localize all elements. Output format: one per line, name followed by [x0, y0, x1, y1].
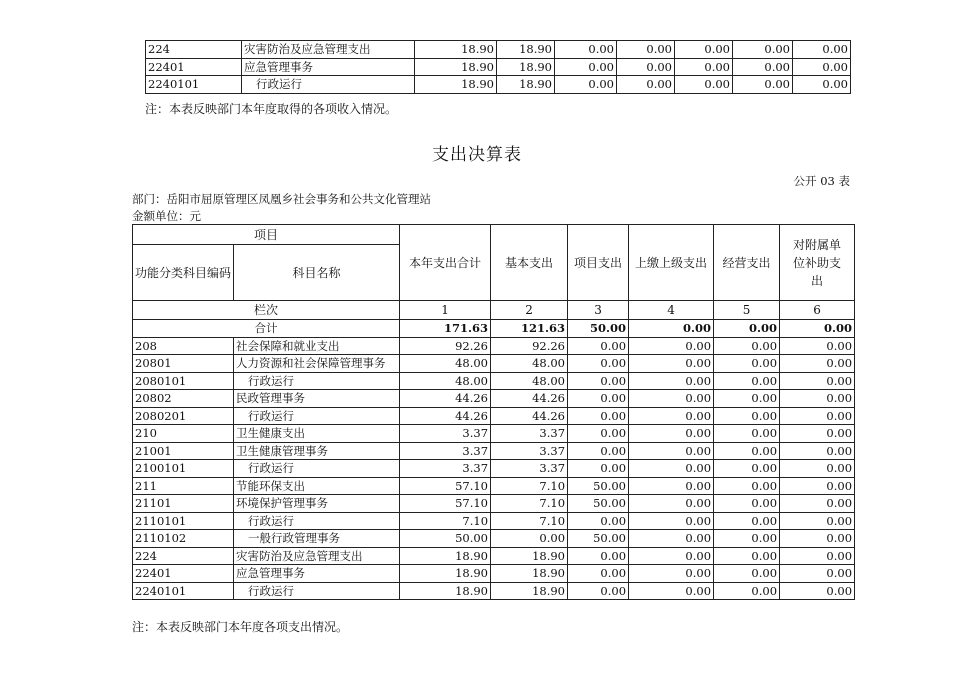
table-row [133, 460, 855, 478]
row-name: 民政管理事务 [234, 390, 400, 408]
row-value: 0.00 [780, 390, 855, 408]
row-value: 0.00 [793, 41, 851, 59]
row-value: 48.00 [491, 355, 568, 373]
row-code: 2110101 [133, 512, 234, 530]
row-value: 44.26 [400, 390, 491, 408]
unit-label: 金额单位：元 [132, 209, 201, 223]
row-value: 44.26 [491, 407, 568, 425]
header-col-3: 项目支出 [568, 225, 629, 301]
row-value: 0.00 [617, 41, 675, 59]
row-value: 0.00 [629, 390, 714, 408]
row-value: 0.00 [714, 407, 780, 425]
table-row [133, 530, 855, 548]
row-value: 0.00 [568, 425, 629, 443]
row-value: 18.90 [491, 582, 568, 600]
row-value: 18.90 [497, 58, 555, 76]
total-value: 121.63 [491, 320, 568, 338]
row-code: 2100101 [133, 460, 234, 478]
department-label: 部门：岳阳市屈原管理区凤凰乡社会事务和公共文化管理站 [132, 192, 431, 206]
expenditure-table [132, 224, 855, 600]
row-name: 卫生健康管理事务 [234, 442, 400, 460]
row-value: 0.00 [714, 547, 780, 565]
row-name: 节能环保支出 [234, 477, 400, 495]
row-value: 0.00 [780, 495, 855, 513]
row-value: 18.90 [415, 76, 497, 94]
total-value: 171.63 [400, 320, 491, 338]
header-col-1: 本年支出合计 [400, 225, 491, 301]
total-row [133, 320, 855, 338]
row-value: 0.00 [491, 530, 568, 548]
row-value: 0.00 [629, 442, 714, 460]
row-code: 224 [133, 547, 234, 565]
row-value: 0.00 [568, 355, 629, 373]
row-value: 0.00 [714, 355, 780, 373]
header-name: 科目名称 [234, 245, 400, 301]
row-value: 0.00 [568, 442, 629, 460]
row-value: 48.00 [400, 372, 491, 390]
row-code: 22401 [133, 565, 234, 583]
table-row [133, 337, 855, 355]
row-value: 0.00 [675, 76, 733, 94]
row-name: 社会保障和就业支出 [234, 337, 400, 355]
row-value: 18.90 [400, 565, 491, 583]
row-value: 0.00 [629, 425, 714, 443]
row-value: 0.00 [629, 337, 714, 355]
row-code: 2110102 [133, 530, 234, 548]
row-value: 0.00 [629, 355, 714, 373]
row-code: 22401 [146, 58, 242, 76]
table-row [133, 425, 855, 443]
row-value: 0.00 [568, 547, 629, 565]
row-value: 7.10 [491, 477, 568, 495]
row-value: 44.26 [491, 390, 568, 408]
col-number: 2 [491, 301, 568, 320]
table-row [133, 512, 855, 530]
row-code: 2080201 [133, 407, 234, 425]
row-value: 0.00 [780, 460, 855, 478]
row-name: 应急管理事务 [234, 565, 400, 583]
bottom-note: 注：本表反映部门本年度各项支出情况。 [132, 620, 349, 634]
row-value: 0.00 [568, 390, 629, 408]
col-number: 1 [400, 301, 491, 320]
row-value: 0.00 [629, 512, 714, 530]
row-value: 18.90 [400, 582, 491, 600]
row-value: 0.00 [714, 337, 780, 355]
row-value: 0.00 [714, 425, 780, 443]
header-col-2: 基本支出 [491, 225, 568, 301]
row-code: 2240101 [133, 582, 234, 600]
row-value: 0.00 [793, 76, 851, 94]
table-row [133, 372, 855, 390]
col-number: 6 [780, 301, 855, 320]
row-value: 7.10 [400, 512, 491, 530]
row-value: 0.00 [714, 582, 780, 600]
row-value: 0.00 [617, 76, 675, 94]
row-value: 0.00 [780, 442, 855, 460]
row-value: 0.00 [629, 530, 714, 548]
row-name: 应急管理事务 [242, 58, 415, 76]
row-value: 3.37 [400, 425, 491, 443]
table-row [133, 442, 855, 460]
row-code: 224 [146, 41, 242, 59]
table-row [133, 547, 855, 565]
row-value: 0.00 [675, 41, 733, 59]
row-name: 环境保护管理事务 [234, 495, 400, 513]
total-value: 0.00 [714, 320, 780, 338]
row-code: 2080101 [133, 372, 234, 390]
row-name: 行政运行 [234, 372, 400, 390]
row-value: 50.00 [400, 530, 491, 548]
row-value: 48.00 [400, 355, 491, 373]
row-value: 92.26 [400, 337, 491, 355]
row-value: 0.00 [780, 477, 855, 495]
row-value: 0.00 [780, 565, 855, 583]
row-code: 21001 [133, 442, 234, 460]
col-number: 3 [568, 301, 629, 320]
header-col-6: 对附属单位补助支出 [780, 225, 855, 301]
col-number: 4 [629, 301, 714, 320]
row-value: 0.00 [714, 565, 780, 583]
table-row [146, 58, 851, 76]
row-value: 0.00 [568, 460, 629, 478]
row-value: 3.37 [491, 425, 568, 443]
row-code: 208 [133, 337, 234, 355]
row-value: 3.37 [400, 460, 491, 478]
row-name: 卫生健康支出 [234, 425, 400, 443]
row-value: 0.00 [714, 442, 780, 460]
table-row [146, 76, 851, 94]
row-value: 0.00 [629, 372, 714, 390]
row-value: 0.00 [568, 512, 629, 530]
row-value: 0.00 [675, 58, 733, 76]
row-value: 0.00 [629, 407, 714, 425]
col-number: 5 [714, 301, 780, 320]
row-value: 18.90 [415, 58, 497, 76]
total-value: 0.00 [780, 320, 855, 338]
row-code: 210 [133, 425, 234, 443]
row-name: 灾害防治及应急管理支出 [242, 41, 415, 59]
row-value: 50.00 [568, 530, 629, 548]
total-value: 0.00 [629, 320, 714, 338]
row-code: 20801 [133, 355, 234, 373]
row-value: 0.00 [629, 565, 714, 583]
row-value: 18.90 [497, 41, 555, 59]
header-project: 项目 [133, 225, 400, 245]
row-value: 0.00 [714, 390, 780, 408]
row-value: 3.37 [400, 442, 491, 460]
row-value: 0.00 [733, 76, 793, 94]
row-value: 0.00 [629, 460, 714, 478]
table-row [133, 565, 855, 583]
row-value: 48.00 [491, 372, 568, 390]
row-value: 0.00 [780, 425, 855, 443]
row-value: 0.00 [714, 530, 780, 548]
row-value: 0.00 [714, 512, 780, 530]
row-value: 18.90 [400, 547, 491, 565]
row-value: 0.00 [555, 58, 617, 76]
row-value: 0.00 [714, 372, 780, 390]
row-value: 0.00 [568, 582, 629, 600]
total-label: 合计 [133, 320, 400, 338]
row-value: 50.00 [568, 477, 629, 495]
row-code: 2240101 [146, 76, 242, 94]
header-col-5: 经营支出 [714, 225, 780, 301]
row-value: 0.00 [780, 372, 855, 390]
row-value: 92.26 [491, 337, 568, 355]
row-value: 0.00 [793, 58, 851, 76]
row-value: 3.37 [491, 460, 568, 478]
table-row [133, 477, 855, 495]
row-value: 18.90 [415, 41, 497, 59]
row-value: 0.00 [629, 547, 714, 565]
row-value: 0.00 [780, 337, 855, 355]
row-value: 0.00 [714, 460, 780, 478]
row-value: 0.00 [714, 495, 780, 513]
row-code: 211 [133, 477, 234, 495]
row-name: 行政运行 [234, 512, 400, 530]
row-value: 0.00 [780, 547, 855, 565]
row-code: 20802 [133, 390, 234, 408]
income-table-continuation [145, 40, 851, 94]
row-value: 0.00 [780, 582, 855, 600]
row-value: 0.00 [733, 58, 793, 76]
header-lanci: 栏次 [133, 301, 400, 320]
row-value: 0.00 [568, 372, 629, 390]
row-value: 0.00 [568, 565, 629, 583]
row-name: 灾害防治及应急管理支出 [234, 547, 400, 565]
row-value: 0.00 [780, 355, 855, 373]
row-value: 0.00 [568, 407, 629, 425]
row-value: 18.90 [491, 565, 568, 583]
row-value: 50.00 [568, 495, 629, 513]
table-row [133, 390, 855, 408]
row-value: 0.00 [629, 582, 714, 600]
row-value: 0.00 [555, 76, 617, 94]
row-name: 行政运行 [234, 460, 400, 478]
row-value: 0.00 [714, 477, 780, 495]
table-row [133, 495, 855, 513]
row-value: 0.00 [629, 495, 714, 513]
row-code: 21101 [133, 495, 234, 513]
row-value: 0.00 [780, 512, 855, 530]
top-note: 注：本表反映部门本年度取得的各项收入情况。 [145, 102, 398, 116]
table-row [133, 355, 855, 373]
row-value: 0.00 [780, 407, 855, 425]
row-value: 0.00 [780, 530, 855, 548]
row-value: 18.90 [491, 547, 568, 565]
table-row [133, 407, 855, 425]
row-value: 0.00 [733, 41, 793, 59]
row-value: 3.37 [491, 442, 568, 460]
table-row [146, 41, 851, 59]
form-number: 公开 03 表 [793, 174, 850, 188]
row-name: 行政运行 [242, 76, 415, 94]
row-value: 18.90 [497, 76, 555, 94]
header-code: 功能分类科目编码 [133, 245, 234, 301]
row-name: 一般行政管理事务 [234, 530, 400, 548]
row-value: 44.26 [400, 407, 491, 425]
row-value: 57.10 [400, 477, 491, 495]
table-row [133, 582, 855, 600]
row-name: 行政运行 [234, 582, 400, 600]
page-title: 支出决算表 [432, 145, 522, 165]
row-name: 人力资源和社会保障管理事务 [234, 355, 400, 373]
total-value: 50.00 [568, 320, 629, 338]
row-value: 0.00 [555, 41, 617, 59]
row-value: 57.10 [400, 495, 491, 513]
row-value: 0.00 [568, 337, 629, 355]
row-value: 0.00 [617, 58, 675, 76]
row-name: 行政运行 [234, 407, 400, 425]
row-value: 7.10 [491, 512, 568, 530]
header-col-4: 上缴上级支出 [629, 225, 714, 301]
row-value: 0.00 [629, 477, 714, 495]
row-value: 7.10 [491, 495, 568, 513]
